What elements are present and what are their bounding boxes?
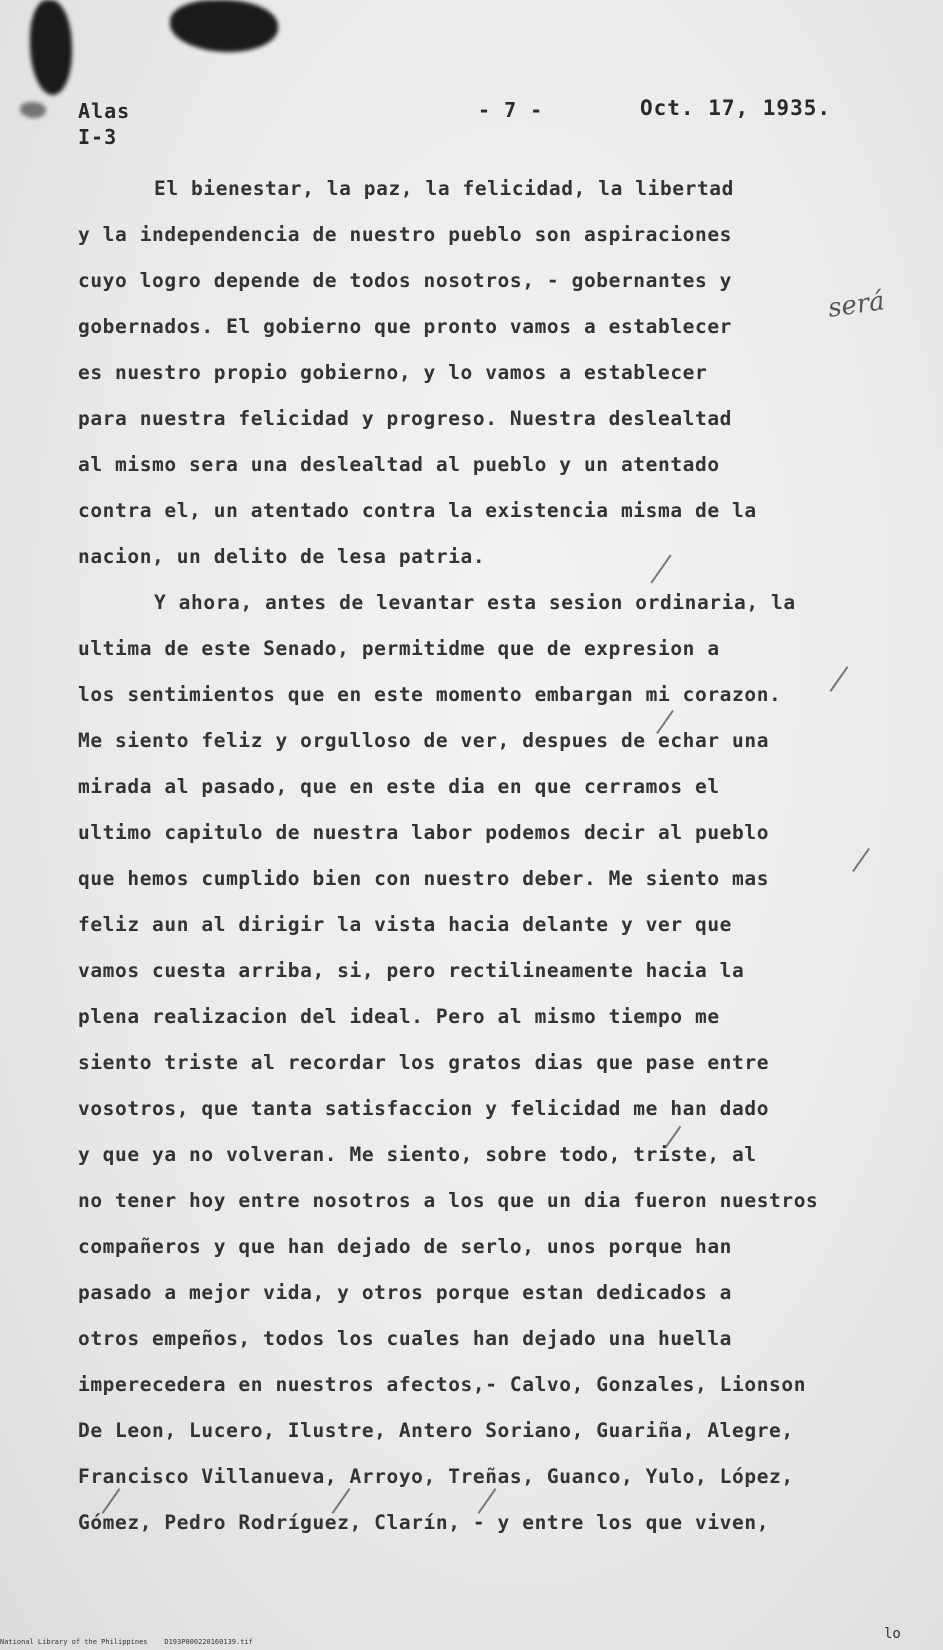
text-line: que hemos cumplido bien con nuestro deber. Me siento mas xyxy=(78,867,770,890)
text-line: nacion, un delito de lesa patria. xyxy=(78,545,486,568)
text-line: mirada al pasado, que en este dia en que cerramos el xyxy=(78,775,720,798)
reference-line-1: Alas xyxy=(78,99,131,123)
text-line: otros empeños, todos los cuales han dejado una huella xyxy=(78,1327,733,1350)
text-line: Y ahora, antes de levantar esta sesion ordinaria, la xyxy=(154,591,796,614)
punch-hole-left xyxy=(30,0,72,95)
punch-hole-right xyxy=(170,0,278,52)
text-line: no tener hoy entre nosotros a los que un dia fueron nuestros xyxy=(78,1189,819,1212)
text-line: Francisco Villanueva, Arroyo, Treñas, Guanco, Yulo, López, xyxy=(78,1465,794,1488)
text-line: vamos cuesta arriba, si, pero rectilineamente hacia la xyxy=(78,959,745,982)
text-line: El bienestar, la paz, la felicidad, la libertad xyxy=(154,177,734,200)
text-line: siento triste al recordar los gratos dias que pase entre xyxy=(78,1051,770,1074)
page-number: - 7 - xyxy=(478,98,544,122)
text-line: compañeros y que han dejado de serlo, unos porque han xyxy=(78,1235,733,1258)
text-line: ultima de este Senado, permitidme que de expresion a xyxy=(78,637,720,660)
text-line: plena realizacion del ideal. Pero al mismo tiempo me xyxy=(78,1005,720,1028)
scan-source-footer: National Library of the Philippines D193P000220160139.tif xyxy=(0,1638,253,1646)
text-line: cuyo logro depende de todos nosotros, - gobernantes y xyxy=(78,269,733,292)
reference-line-2: I-3 xyxy=(78,125,118,149)
handwritten-margin-note: será xyxy=(826,286,887,324)
text-line: ultimo capitulo de nuestra labor podemos decir al pueblo xyxy=(78,821,770,844)
punch-hole-small xyxy=(20,102,46,118)
corner-handwritten-mark: lo xyxy=(884,1626,901,1642)
text-line: contra el, un atentado contra la existencia misma de la xyxy=(78,499,757,522)
text-line: al mismo sera una deslealtad al pueblo y un atentado xyxy=(78,453,720,476)
text-line: feliz aun al dirigir la vista hacia delante y ver que xyxy=(78,913,733,936)
text-line: Gómez, Pedro Rodríguez, Clarín, - y entre los que viven, xyxy=(78,1511,770,1534)
text-line: De Leon, Lucero, Ilustre, Antero Soriano, Guariña, Alegre, xyxy=(78,1419,794,1442)
text-line: los sentimientos que en este momento embargan mi corazon. xyxy=(78,683,782,706)
text-line: pasado a mejor vida, y otros porque estan dedicados a xyxy=(78,1281,733,1304)
document-date: Oct. 17, 1935. xyxy=(640,96,832,120)
text-line: es nuestro propio gobierno, y lo vamos a establecer xyxy=(78,361,708,384)
text-line: para nuestra felicidad y progreso. Nuestra deslealtad xyxy=(78,407,733,430)
text-line: imperecedera en nuestros afectos,- Calvo, Gonzales, Lionson xyxy=(78,1373,807,1396)
text-line: y que ya no volveran. Me siento, sobre todo, triste, al xyxy=(78,1143,757,1166)
text-line: vosotros, que tanta satisfaccion y felicidad me han dado xyxy=(78,1097,770,1120)
text-line: Me siento feliz y orgulloso de ver, despues de echar una xyxy=(78,729,770,752)
document-reference xyxy=(78,98,130,150)
letter-body xyxy=(78,166,938,1546)
text-line: y la independencia de nuestro pueblo son aspiraciones xyxy=(78,223,733,246)
text-line: gobernados. El gobierno que pronto vamos a establecer xyxy=(78,315,733,338)
